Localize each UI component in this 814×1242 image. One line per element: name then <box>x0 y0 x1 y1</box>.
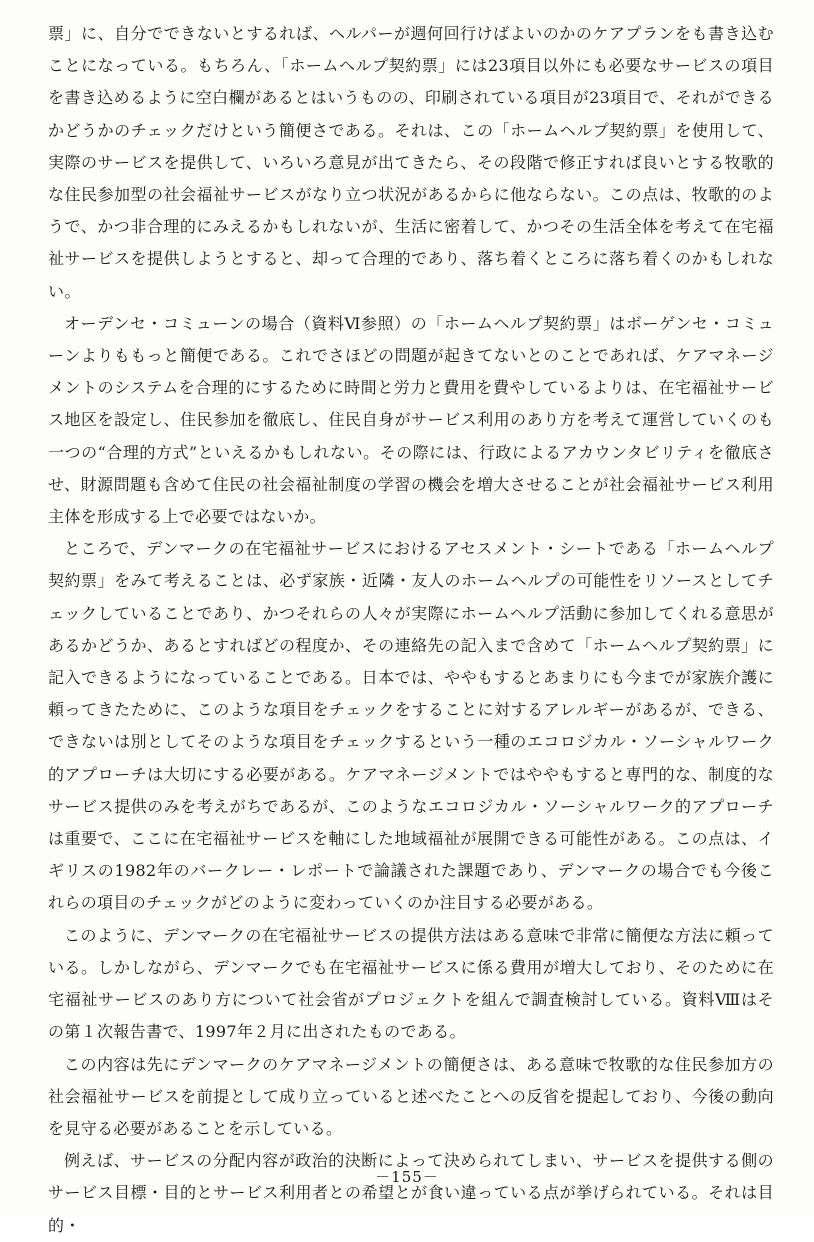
paragraph-4: このように、デンマークの在宅福祉サービスの提供方法はある意味で非常に簡便な方法に頼っている。しかしながら、デンマークでも在宅福祉サービスに係る費用が増大しており、そのために在宅福祉サービスのあり方について社会省がプロジェクトを組んで調査検討している。資料Ⅷはその第１次報告書で、1997年２月に出されたものである。 <box>48 925 774 1042</box>
paragraph-1: 票」に、自分でできないとするれば、ヘルパーが週何回行けばよいのかのケアプランをも書き込むことになっている。もちろん、「ホームヘルプ契約票」には23項目以外にも必要なサービスの項目を書き込めるように空白欄があるとはいうものの、印刷されている項目が23項目で、それができるかどうかのチェックだけという簡便さである。それは、この「ホームヘルプ契約票」を使用して、実際のサービスを提供して、いろいろ意見が出てきたら、その段階で修正すれば良いとする牧歌的な住民参加型の社会福祉サービスがなり立つ状況があるからに他ならない。この点は、牧歌的のようで、かつ非合理的にみえるかもしれないが、生活に密着して、かつその生活全体を考えて在宅福祉サービスを提供しようとすると、却って合理的であり、落ち着くところに落ち着くのかもしれない。 <box>48 24 774 301</box>
paragraph-3: ところで、デンマークの在宅福祉サービスにおけるアセスメント・シートである「ホームヘルプ契約票」をみて考えることは、必ず家族・近隣・友人のホームヘルプの可能性をリソースとしてチェックしていることであり、かつそれらの人々が実際にホームヘルプ活動に参加してくれる意思があるかどうか、あるとすればどの程度か、その連絡先の記入まで含めて「ホームヘルプ契約票」に記入できるようになっていることである。日本では、ややもするとあまりにも今までが家族介護に頼ってきたために、このような項目をチェックをすることに対するアレルギーがあるが、できる、できないは別としてそのような項目をチェックするという一種のエコロジカル・ソーシャルワーク的アプローチは大切にする必要がある。ケアマネージメントではややもすると専門的な、制度的なサービス提供のみを考えがちであるが、このようなエコロジカル・ソーシャルワーク的アプローチは重要で、ここに在宅福祉サービスを軸にした地域福祉が展開できる可能性がある。この点は、イギリスの1982年のバークレー・レポートで論議された課題であり、デンマークの場合でも今後これらの項目のチェックがどのように変わっていくのか注目する必要がある。 <box>48 539 774 913</box>
paragraph-2: オーデンセ・コミューンの場合（資料Ⅵ参照）の「ホームヘルプ契約票」はボーゲンセ・コミューンよりももっと簡便である。これでさほどの問題が起きてないとのことであれば、ケアマネージメントのシステムを合理的にするために時間と労力と費用を費やしているよりは、在宅福祉サービス地区を設定し、住民参加を徹底し、住民自身がサービス利用のあり方を考えて運営していくのも一つの“合理的方式”といえるかもしれない。その際には、行政によるアカウンタビリティを徹底させ、財源問題も含めて住民の社会福祉制度の学習の機会を増大させることが社会福祉サービス利用主体を形成する上で必要ではないか。 <box>48 313 774 527</box>
paragraph-6: 例えば、サービスの分配内容が政治的決断によって決められてしまい、サービスを提供する側のサービス目標・目的とサービス利用者との希望とが食い違っている点が挙げられている。それは目的・ <box>48 1151 774 1235</box>
page-number: －155－ <box>375 1168 439 1186</box>
paragraph-5: この内容は先にデンマークのケアマネージメントの簡便さは、ある意味で牧歌的な住民参加方の社会福祉サービスを前提として成り立っていると述べたことへの反省を提起しており、今後の動向を見守る必要があることを示している。 <box>48 1054 774 1138</box>
body-text <box>48 18 774 1242</box>
